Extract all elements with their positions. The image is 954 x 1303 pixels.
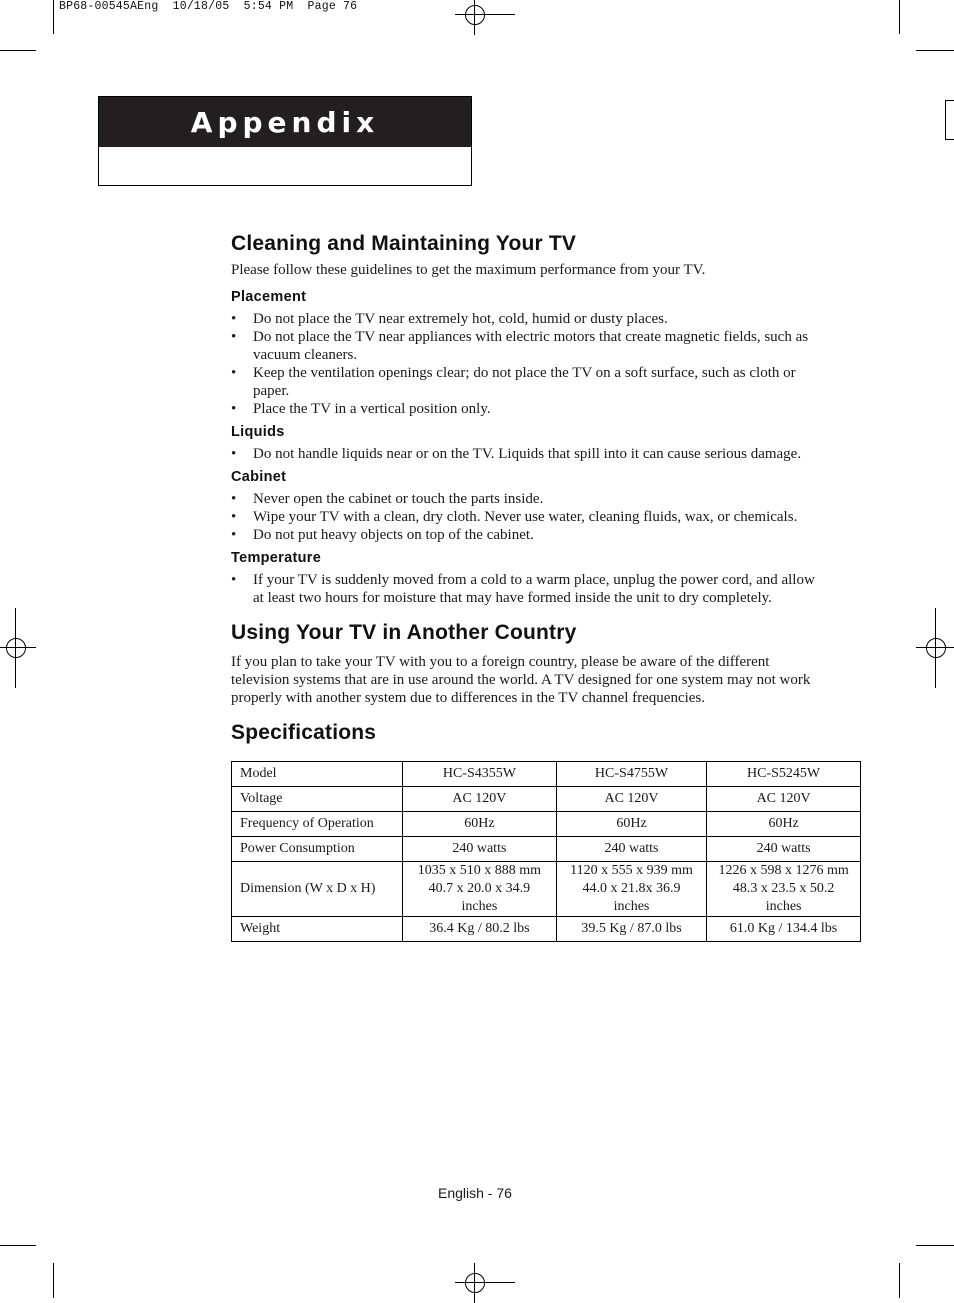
crop-mark: [0, 50, 36, 51]
registration-line: [15, 608, 16, 628]
crop-mark: [0, 1245, 36, 1246]
bullet-icon: •: [231, 329, 237, 345]
table-cell: Model: [232, 762, 403, 787]
table-cell: HC-S4355W: [403, 762, 557, 787]
registration-line: [15, 668, 16, 688]
table-cell: [556, 862, 706, 917]
table-cell: 36.4 Kg / 80.2 lbs: [403, 917, 557, 942]
list-item: • Place the TV in a vertical position only.: [231, 401, 491, 417]
crop-mark: [53, 1263, 54, 1298]
dimension-inches: 40.7 x 20.0 x 34.9 inches: [428, 881, 531, 914]
appendix-banner: [98, 96, 472, 186]
list-item: • Do not handle liquids near or on the TV. Liquids that spill into it can cause serious damage.: [231, 446, 802, 462]
list-item: • Do not place the TV near extremely hot, cold, humid or dusty places.: [231, 311, 668, 327]
dimension-mm: 1226 x 598 x 1276 mm: [718, 863, 849, 878]
bullet-icon: •: [231, 491, 237, 507]
another-country-body: If you plan to take your TV with you to a foreign country, please be aware of the different television systems that are in use around the world. A TV designed for one system may not work properly with another system due to differences in the TV channel frequencies.: [231, 654, 811, 706]
subheading-placement: Placement: [231, 289, 307, 305]
list-item: • Do not put heavy objects on top of the cabinet.: [231, 527, 534, 543]
table-cell: Power Consumption: [232, 837, 403, 862]
dimension-mm: 1035 x 510 x 888 mm: [417, 863, 542, 878]
bullet-icon: •: [231, 527, 237, 543]
section-title-cleaning: Cleaning and Maintaining Your TV: [231, 232, 577, 255]
banner-title-bar: [99, 97, 471, 147]
table-cell: Frequency of Operation: [232, 812, 403, 837]
print-slug: BP68-00545AEng 10/18/05 5:54 PM Page 76: [59, 0, 358, 13]
section-title-specifications: Specifications: [231, 721, 377, 744]
table-cell: [403, 862, 557, 917]
specifications-table: [231, 761, 861, 942]
bullet-icon: •: [231, 365, 237, 381]
dimension-inches: 48.3 x 23.5 x 50.2 inches: [732, 881, 835, 914]
registration-mark: [455, 1263, 495, 1303]
table-cell: HC-S4755W: [556, 762, 706, 787]
registration-mark: [0, 628, 36, 668]
table-row: [232, 917, 861, 942]
bullet-icon: •: [231, 446, 237, 462]
table-cell: Voltage: [232, 787, 403, 812]
crop-mark: [916, 1245, 954, 1246]
table-cell: 61.0 Kg / 134.4 lbs: [707, 917, 861, 942]
bullet-icon: •: [231, 509, 237, 525]
page-number: English - 76: [438, 1185, 512, 1201]
table-row: [232, 837, 861, 862]
crop-mark: [899, 0, 900, 34]
table-row: [232, 787, 861, 812]
placement-list: [231, 310, 861, 418]
crop-mark: [53, 0, 54, 34]
list-item: • Wipe your TV with a clean, dry cloth. Never use water, cleaning fluids, wax, or chemicals.: [231, 509, 798, 525]
list-item: • Never open the cabinet or touch the parts inside.: [231, 491, 544, 507]
table-cell: AC 120V: [556, 787, 706, 812]
subheading-liquids: Liquids: [231, 424, 285, 440]
table-cell: Weight: [232, 917, 403, 942]
crop-mark: [916, 50, 954, 51]
bullet-icon: •: [231, 572, 237, 588]
registration-line: [495, 14, 515, 15]
list-item: • If your TV is suddenly moved from a cold to a warm place, unplug the power cord, and allow at least two hours for moisture that may have formed inside the unit to dry completely.: [231, 572, 815, 606]
crop-mark: [899, 1263, 900, 1298]
list-item: • Do not place the TV near appliances with electric motors that create magnetic fields, such as vacuum cleaners.: [231, 329, 809, 363]
registration-mark: [455, 0, 495, 35]
subheading-temperature: Temperature: [231, 550, 322, 566]
table-cell: 240 watts: [707, 837, 861, 862]
table-cell: AC 120V: [403, 787, 557, 812]
banner-title: Appendix: [190, 105, 380, 139]
table-row: [232, 812, 861, 837]
table-row: [232, 762, 861, 787]
registration-mark: [916, 628, 954, 668]
bullet-icon: •: [231, 401, 237, 417]
bullet-icon: •: [231, 311, 237, 327]
dimension-inches: 44.0 x 21.8x 36.9 inches: [582, 881, 681, 914]
table-cell: 60Hz: [403, 812, 557, 837]
temperature-list: [231, 571, 861, 607]
table-cell: 240 watts: [403, 837, 557, 862]
registration-line: [935, 608, 936, 628]
list-item: • Keep the ventilation openings clear; do not place the TV on a soft surface, such as cloth or paper.: [231, 365, 796, 399]
dimension-mm: 1120 x 555 x 939 mm: [570, 863, 693, 878]
table-cell: 60Hz: [556, 812, 706, 837]
edge-tab-bracket: [945, 100, 954, 140]
table-cell: Dimension (W x D x H): [232, 862, 403, 917]
registration-line: [935, 668, 936, 688]
main-content: [231, 230, 861, 942]
table-row: [232, 862, 861, 917]
cleaning-intro: Please follow these guidelines to get the maximum performance from your TV.: [231, 262, 706, 278]
registration-line: [495, 1282, 515, 1283]
table-cell: HC-S5245W: [707, 762, 861, 787]
section-title-another-country: Using Your TV in Another Country: [231, 621, 577, 644]
subheading-cabinet: Cabinet: [231, 469, 287, 485]
liquids-list: [231, 445, 861, 463]
table-cell: AC 120V: [707, 787, 861, 812]
table-cell: 39.5 Kg / 87.0 lbs: [556, 917, 706, 942]
table-cell: 60Hz: [707, 812, 861, 837]
table-cell: 240 watts: [556, 837, 706, 862]
cabinet-list: [231, 490, 861, 544]
table-cell: [707, 862, 861, 917]
